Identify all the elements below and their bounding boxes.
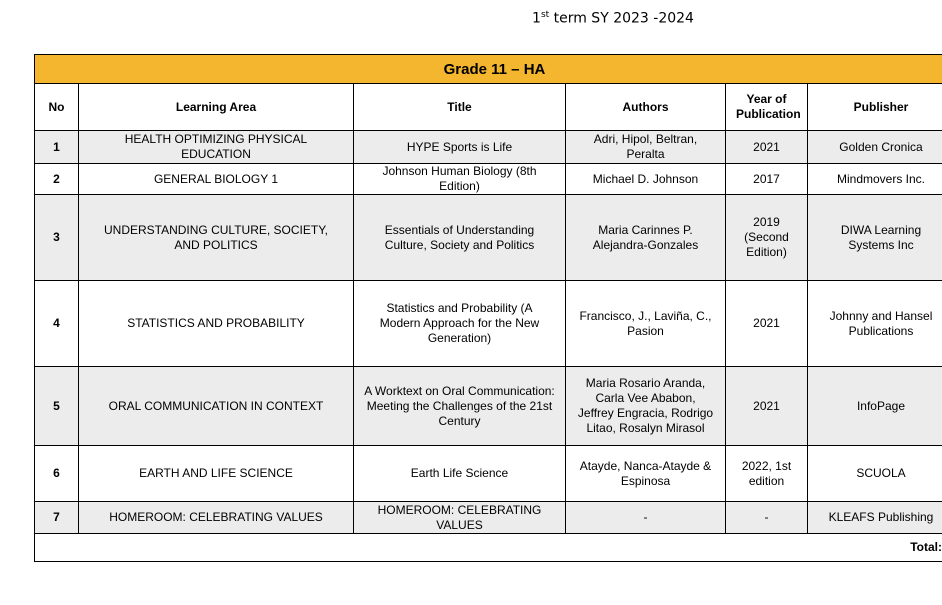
title-cell: Johnson Human Biology (8th Edition) [354,164,566,195]
column-header-no: No [35,84,79,131]
publisher-cell: SCUOLA [808,446,942,502]
authors-cell: Maria Rosario Aranda, Carla Vee Ababon, Jeffrey Engracia, Rodrigo Litao, Rosalyn Mirasol [566,367,726,446]
authors-cell: Atayde, Nanca-Atayde & Espinosa [566,446,726,502]
textbook-table [34,54,942,562]
learning-area-cell: HOMEROOM: CELEBRATING VALUES [79,502,354,534]
row-number: 4 [35,281,79,367]
table-row [35,195,942,281]
year-cell: 2021 [726,131,808,164]
learning-area-cell: EARTH AND LIFE SCIENCE [79,446,354,502]
publisher-cell: Johnny and Hansel Publications [808,281,942,367]
table-row [35,367,942,446]
learning-area-cell: GENERAL BIOLOGY 1 [79,164,354,195]
grade-banner-row [35,55,942,84]
title-cell: Essentials of Understanding Culture, Society and Politics [354,195,566,281]
total-label: Total: [35,534,942,562]
term-ordinal: 1 [532,10,541,27]
year-cell: 2021 [726,281,808,367]
title-cell: A Worktext on Oral Communication: Meeting the Challenges of the 21st Century [354,367,566,446]
textbook-table-container [34,54,942,562]
publisher-cell: DIWA Learning Systems Inc [808,195,942,281]
total-row [35,534,942,562]
term-ordinal-suffix: st [540,10,550,20]
learning-area-cell: UNDERSTANDING CULTURE, SOCIETY, AND POLITICS [79,195,354,281]
learning-area-cell: STATISTICS AND PROBABILITY [79,281,354,367]
year-cell: 2021 [726,367,808,446]
column-header-title: Title [354,84,566,131]
authors-cell: Michael D. Johnson [566,164,726,195]
table-row [35,502,942,534]
column-header-authors: Authors [566,84,726,131]
title-cell: HOMEROOM: CELEBRATING VALUES [354,502,566,534]
row-number: 7 [35,502,79,534]
publisher-cell: Mindmovers Inc. [808,164,942,195]
year-cell: 2017 [726,164,808,195]
year-cell: - [726,502,808,534]
publisher-cell: InfoPage [808,367,942,446]
row-number: 6 [35,446,79,502]
column-header-publisher: Publisher [808,84,942,131]
authors-cell: Maria Carinnes P. Alejandra-Gonzales [566,195,726,281]
title-cell: HYPE Sports is Life [354,131,566,164]
publisher-cell: Golden Cronica [808,131,942,164]
year-cell: 2022, 1st edition [726,446,808,502]
table-row [35,281,942,367]
table-row [35,131,942,164]
table-row [35,446,942,502]
row-number: 1 [35,131,79,164]
year-cell: 2019 (Second Edition) [726,195,808,281]
table-row [35,164,942,195]
row-number: 2 [35,164,79,195]
column-header-learning-area: Learning Area [79,84,354,131]
header-row [35,84,942,131]
title-cell: Earth Life Science [354,446,566,502]
row-number: 3 [35,195,79,281]
learning-area-cell: ORAL COMMUNICATION IN CONTEXT [79,367,354,446]
term-heading [0,10,942,27]
column-header-year: Year of Publication [726,84,808,131]
authors-cell: Francisco, J., Laviña, C., Pasion [566,281,726,367]
publisher-cell: KLEAFS Publishing [808,502,942,534]
authors-cell: Adri, Hipol, Beltran, Peralta [566,131,726,164]
grade-banner: Grade 11 – HA [35,55,942,84]
learning-area-cell: HEALTH OPTIMIZING PHYSICAL EDUCATION [79,131,354,164]
title-cell: Statistics and Probability (A Modern Approach for the New Generation) [354,281,566,367]
term-text: term SY 2023 -2024 [549,10,694,27]
authors-cell: - [566,502,726,534]
row-number: 5 [35,367,79,446]
